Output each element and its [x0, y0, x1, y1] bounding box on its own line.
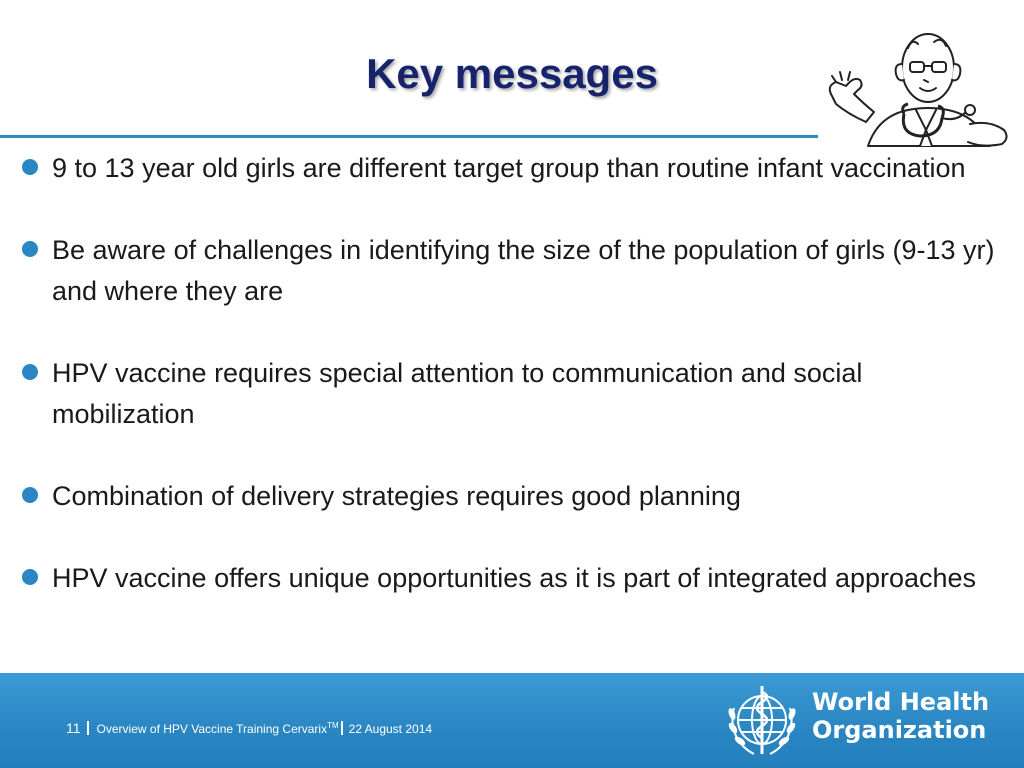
list-item [22, 558, 1012, 599]
bullet-icon [22, 569, 38, 585]
bullet-text: Be aware of challenges in identifying the size of the population of girls (9-13 yr) and where they are [52, 235, 995, 306]
doctor-illustration [820, 18, 1020, 148]
footer-info [66, 720, 432, 736]
org-name-line1: World Health [812, 688, 990, 716]
bullet-text: HPV vaccine offers unique opportunities as it is part of integrated approaches [52, 563, 977, 593]
list-item [22, 230, 1012, 312]
training-title: Overview of HPV Vaccine Training Cervarix [96, 722, 328, 736]
bullet-icon [22, 241, 38, 257]
page-number: 11 [66, 720, 81, 736]
who-organization-name [812, 688, 989, 744]
bullet-icon [22, 364, 38, 380]
title-divider [0, 135, 818, 138]
bullet-text: Combination of delivery strategies requires good planning [52, 481, 741, 511]
slide-title: Key messages [366, 50, 658, 97]
footer-separator [87, 721, 89, 735]
slide-date: 22 August 2014 [348, 722, 433, 736]
bullet-text: 9 to 13 year old girls are different target group than routine infant vaccination [52, 153, 966, 183]
list-item [22, 353, 1012, 435]
who-emblem-icon [720, 678, 804, 762]
bullet-icon [22, 159, 38, 175]
key-messages-list [22, 148, 1012, 599]
org-name-line2: Organization [812, 716, 987, 744]
list-item [22, 148, 1012, 189]
footer-separator [341, 721, 343, 735]
list-item [22, 476, 1012, 517]
trademark-mark: TM [327, 721, 339, 730]
bullet-text: HPV vaccine requires special attention to communication and social mobilization [52, 358, 863, 429]
bullet-icon [22, 487, 38, 503]
